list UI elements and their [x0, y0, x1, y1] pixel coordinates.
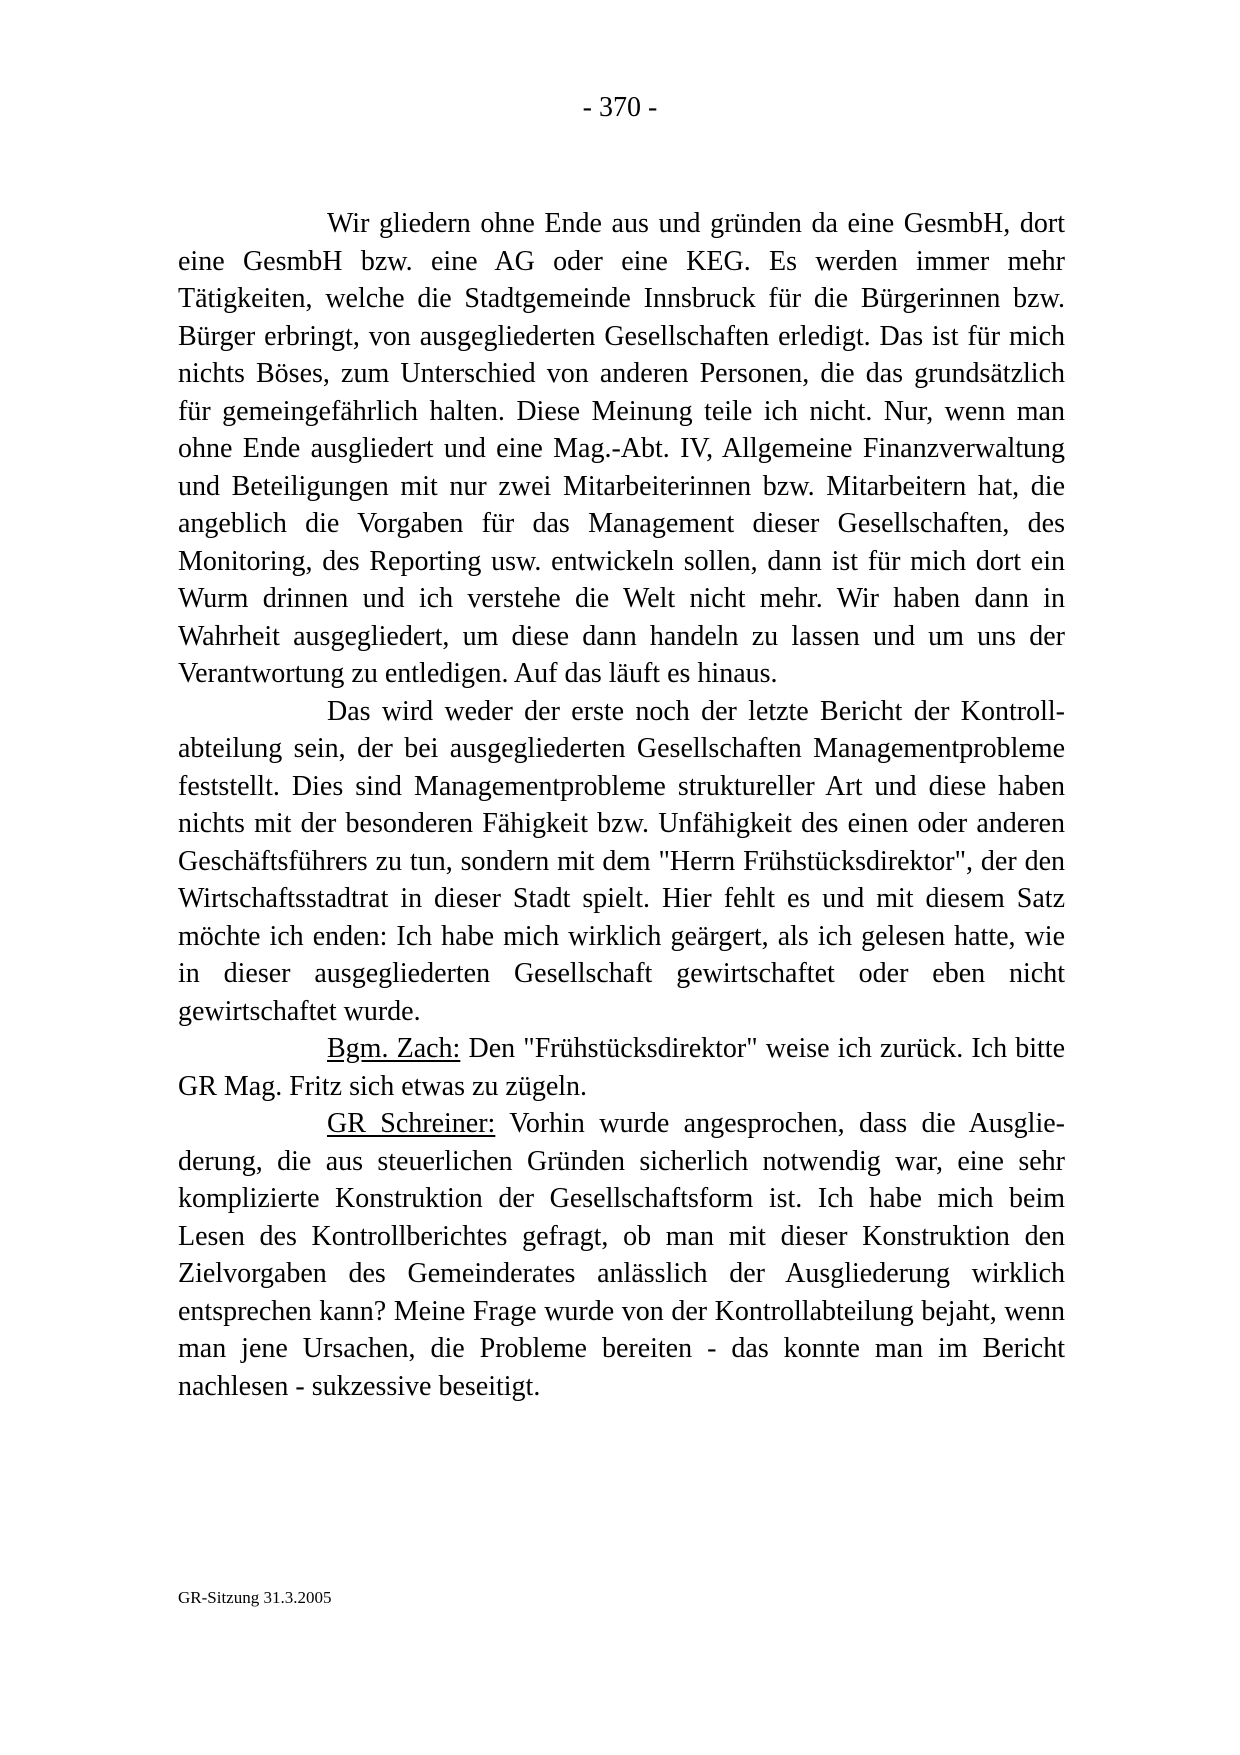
document-body — [178, 205, 1065, 1405]
paragraph: Wir gliedern ohne Ende aus und gründen da eine GesmbH, dort eine GesmbH bzw. eine AG oder eine KEG. Es werden immer mehr Tätigkeiten, welche die Stadtgemeinde Innsbruck für die Bürgerinnen bzw. Bürger erbringt, von ausgegliederten Gesellschaften erledigt. Das ist für mich nichts Böses, zum Unterschied von anderen Personen, die das grundsätzlich für gemeingefährlich halten. Diese Meinung teile ich nicht. Nur, wenn man ohne Ende ausgliedert und eine Mag.-Abt. IV, Allgemeine Finanzverwaltung und Beteiligungen mit nur zwei Mitarbeiterinnen bzw. Mitarbeitern hat, die angeblich die Vorgaben für das Management dieser Gesellschaften, des Monitoring, des Reporting usw. entwickeln sollen, dann ist für mich dort ein Wurm drinnen und ich verstehe die Welt nicht mehr. Wir haben dann in Wahrheit ausgegliedert, um diese dann handeln zu lassen und um uns der Verantwortung zu entledigen. Auf das läuft es hinaus. — [178, 208, 1065, 689]
speaker-name: Bgm. Zach: — [327, 1033, 461, 1064]
speech-text: Den "Frühstücksdirektor" weise ich zurück. Ich bitte GR Mag. Fritz sich etwas zu zügeln. — [178, 1033, 1065, 1102]
speaker-name: GR Schreiner: — [327, 1108, 496, 1139]
speaker-paragraph — [178, 1030, 1065, 1105]
footer-session-date: GR-Sitzung 31.3.2005 — [178, 1588, 332, 1607]
page-number: - 370 - — [582, 92, 658, 123]
paragraph: Das wird weder der erste noch der letzte Bericht der Kontrollabteilung sein, der bei ausgegliederten Gesellschaften Managementprobleme feststellt. Dies sind Managementprobleme struktureller Art und diese haben nichts mit der besonderen Fähigkeit bzw. Unfähigkeit des einen oder anderen Geschäftsführers zu tun, sondern mit dem "Herrn Frühstücksdirektor", der den Wirtschaftsstadtrat in dieser Stadt spielt. Hier fehlt es und mit diesem Satz möchte ich enden: Ich habe mich wirklich geärgert, als ich gelesen hatte, wie in dieser ausgegliederten Gesellschaft gewirtschaftet oder eben nicht gewirtschaftet wurde. — [178, 695, 1065, 1027]
speech-text: Vorhin wurde angesprochen, dass die Ausgliederung, die aus steuerlichen Gründen sicherlich notwendig war, eine sehr komplizierte Konstruktion der Gesellschaftsform ist. Ich habe mich beim Lesen des Kontrollberichtes gefragt, ob man mit dieser Konstruktion den Zielvorgaben des Gemeinderates anlässlich der Ausgliederung wirklich entsprechen kann? Meine Frage wurde von der Kontrollabteilung bejaht, wenn man jene Ursachen, die Probleme bereiten - das konnte man im Bericht nachlesen - sukzessive beseitigt. — [178, 1108, 1065, 1402]
speaker-paragraph — [178, 1105, 1065, 1405]
